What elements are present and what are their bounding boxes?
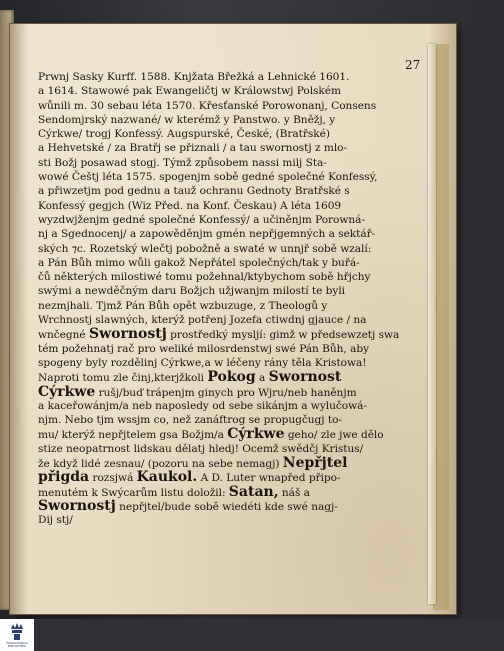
- text-line: a přiwzetjm pod gednu a tauž ochranu Gednoty Bratřské s: [38, 185, 350, 198]
- text-line: Wrchnostj slawných, kterýž potřenj Jozefa ctiwdnj gjauce / na: [38, 314, 367, 327]
- text-line: stize neopatrnost lidskau dělatj hledj! Ocemž swědčj Kristus/: [38, 442, 364, 455]
- page-fold-shadow: [10, 24, 28, 614]
- emphasized-word: Satan,: [228, 483, 279, 500]
- text-line: mu/ kterýž nepřjtelem gsa Božjm/a Cýrkwe geho/ zle jwe dělo: [38, 426, 384, 443]
- text-line: a 1614. Stawowé pak Ewangeličtj w Králowstwj Polském: [38, 85, 342, 98]
- text-line: Cýrkwe rušj/buď trápenjm ginych pro Wjru/neb haněnjm: [38, 383, 357, 400]
- text-line: Swornostj nepřjtel/bude sobě wiedéti kde swé nagj-: [38, 497, 338, 514]
- text-line: swými a newděčným daru Božjch užjwanjm milostí te byli: [38, 285, 345, 298]
- emphasized-word: Cýrkwe: [227, 426, 285, 443]
- text-line: Sendomjrský nazwané/ w kterémž y Panstwo. y Bněžj, y: [38, 113, 336, 126]
- text-line: Prwnj Sasky Kurff. 1588. Knjžata Břežká a Lehnické 1601.: [38, 71, 350, 83]
- text-line: njm. Nebo tjm wssjm co, než zanáftrog se propugčugj to-: [38, 414, 342, 427]
- library-logo: [0, 619, 34, 651]
- text-line: že když lidé zesnau/ (pozoru na sebe nemagj) Nepřjtel: [38, 455, 348, 472]
- text-line: a kaceřowánjm/a neb naposledy od sebe sikánjm a wylučowá-: [38, 399, 367, 412]
- text-line: tém požehnatj rač pro weliké milosrdenstwj swé Pán Bůh, aby: [38, 342, 370, 355]
- emphasized-word: Swornostj: [88, 326, 167, 343]
- bookmark-ribbon: [428, 44, 436, 604]
- text-line: spogeny byly rozdělinj Cýrkwe,a w léčeny rány těla Kristowa!: [38, 356, 367, 369]
- text-line: nezmjhali. Tjmž Pán Bůh opět wzbuzuge, z Theologů y: [38, 299, 328, 312]
- text-line: wyzdwjženjm gedné společné Konfessý/ a učiněnjm Porowná-: [38, 213, 365, 226]
- text-line: wůnili m. 30 sebau léta 1570. Křesťanské Porowonanj, Consens: [38, 99, 377, 112]
- emphasized-word: Swornostj: [38, 497, 116, 514]
- emphasized-word: Kaukol.: [136, 469, 198, 486]
- emphasized-word: Cýrkwe: [38, 383, 96, 400]
- emphasized-word: Swornost: [268, 369, 342, 386]
- text-line: Konfessý gegjch (Wiz Před. na Konf. Českau) A léta 1609: [38, 199, 342, 212]
- text-line: wnčegné Swornostj prostředký mysljí: gimž w předsewzetj swa: [38, 326, 400, 343]
- text-line: sti Božj posawad stogj. Týmž způsobem nassi milj Sta-: [38, 156, 327, 169]
- text-line: Naproti tomu zle činj,kterjžkoli Pokog a Swornost: [38, 369, 342, 386]
- text-line: čů některých milostiwé tomu požehnal/ktybychom sobě hřjchy: [38, 271, 371, 284]
- text-line: ských ⁊c. Rozetský wlečtj pobožně a swaté w unnjř sobě wzalí:: [38, 242, 372, 255]
- text-line: a Hehvetské / za Bratřj se přiznali / a tau swornostj z mlo-: [38, 142, 348, 155]
- text-line: Dij stj/: [38, 514, 73, 527]
- crown-icon: [9, 621, 25, 641]
- viewer-bottom-bar: [34, 619, 504, 651]
- library-logo-text: FORSCHUNGS BIBLIOTHEK: [6, 641, 28, 649]
- text-line: nj a Sgednocenj/ a zapowěděnjm gmén nepřjgemných a sektář-: [38, 228, 376, 241]
- text-line: a Pán Bůh mimo wůli gakož Nepřátel společných/tak y buřá-: [38, 256, 360, 269]
- page-text: [38, 70, 400, 528]
- text-line: menutém k Swýcarům listu doložil: Satan, náš a: [38, 483, 310, 500]
- emphasized-word: přigda: [38, 469, 90, 486]
- text-line: wowé Češtj léta 1575. spogenjm sobě gedné společné Konfessý,: [38, 171, 378, 184]
- text-line: přigda rozsjwá Kaukol. A D. Luter wnapřed připo-: [38, 469, 341, 486]
- text-line: Cýrkwe/ trogj Konfessý. Augspurské, České, (Bratřské): [38, 128, 330, 141]
- page-number: 27: [405, 58, 421, 72]
- emphasized-word: Pokog: [207, 369, 256, 386]
- emphasized-word: Nepřjtel: [282, 455, 348, 472]
